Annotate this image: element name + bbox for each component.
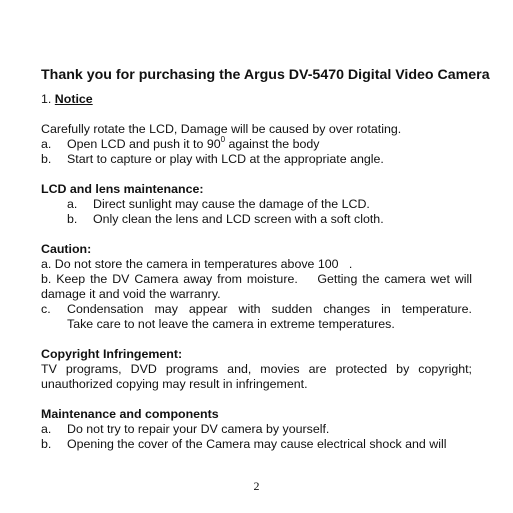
copyright-line1: TV programs, DVD programs and, movies are protected by copyright;: [41, 362, 472, 376]
caution-line-b1: b. Keep the DV Camera away from moisture. Getting the camera wet will: [41, 272, 472, 286]
page-number: 2: [253, 479, 260, 493]
maintenance-heading: Maintenance and components: [41, 407, 219, 421]
caution-item-c: [41, 302, 472, 317]
item-text-line1: Condensation may appear with sudden changes in temperature.: [67, 302, 472, 316]
caution-line-a: a. Do not store the camera in temperatures above 100 .: [41, 257, 353, 271]
lcd-item-b: [41, 212, 472, 227]
item-text: Start to capture or play with LCD at the appropriate angle.: [67, 152, 384, 166]
caution-item-c-cont: [41, 317, 472, 332]
spacer: [41, 332, 472, 347]
spacer: [41, 227, 472, 242]
maintenance-item-a: [41, 422, 472, 437]
rotate-item-b: [41, 152, 472, 167]
item-label: a.: [67, 197, 78, 211]
degree-superscript: 0: [220, 135, 226, 144]
notice-number: 1.: [41, 92, 52, 106]
item-label: a.: [41, 137, 52, 151]
spacer: [41, 107, 472, 122]
item-label: b.: [67, 212, 78, 226]
item-label: a.: [41, 422, 52, 436]
item-label: b.: [41, 437, 52, 451]
item-text-post: against the body: [225, 137, 320, 151]
item-text-pre: Open LCD and push it to 90: [67, 137, 221, 151]
lcd-item-a: [41, 197, 472, 212]
item-text: Do not try to repair your DV camera by yourself.: [67, 422, 330, 436]
caution-line-b2: damage it and void the warranry.: [41, 287, 221, 301]
maintenance-item-b: [41, 437, 472, 452]
rotate-intro: Carefully rotate the LCD, Damage will be caused by over rotating.: [41, 122, 402, 136]
notice-label: Notice: [54, 92, 93, 106]
spacer: [41, 167, 472, 182]
spacer: [41, 392, 472, 407]
lcd-maintenance-heading: LCD and lens maintenance:: [41, 182, 204, 196]
item-text-line2: Take care to not leave the camera in extreme temperatures.: [67, 317, 395, 331]
item-label: b.: [41, 152, 52, 166]
section-notice-heading: [41, 91, 472, 107]
item-label: c.: [41, 302, 51, 316]
item-text: Opening the cover of the Camera may cause electrical shock and will: [67, 437, 447, 451]
manual-page: [41, 66, 490, 452]
copyright-heading: Copyright Infringement:: [41, 347, 183, 361]
rotate-item-a: [41, 137, 472, 152]
caution-heading: Caution:: [41, 242, 92, 256]
copyright-line2: unauthorized copying may result in infringement.: [41, 377, 308, 391]
item-text: [67, 137, 472, 152]
item-text: Only clean the lens and LCD screen with a soft cloth.: [93, 212, 384, 226]
page-title: Thank you for purchasing the Argus DV-5470 Digital Video Camera: [41, 67, 490, 83]
item-text: Direct sunlight may cause the damage of the LCD.: [93, 197, 370, 211]
